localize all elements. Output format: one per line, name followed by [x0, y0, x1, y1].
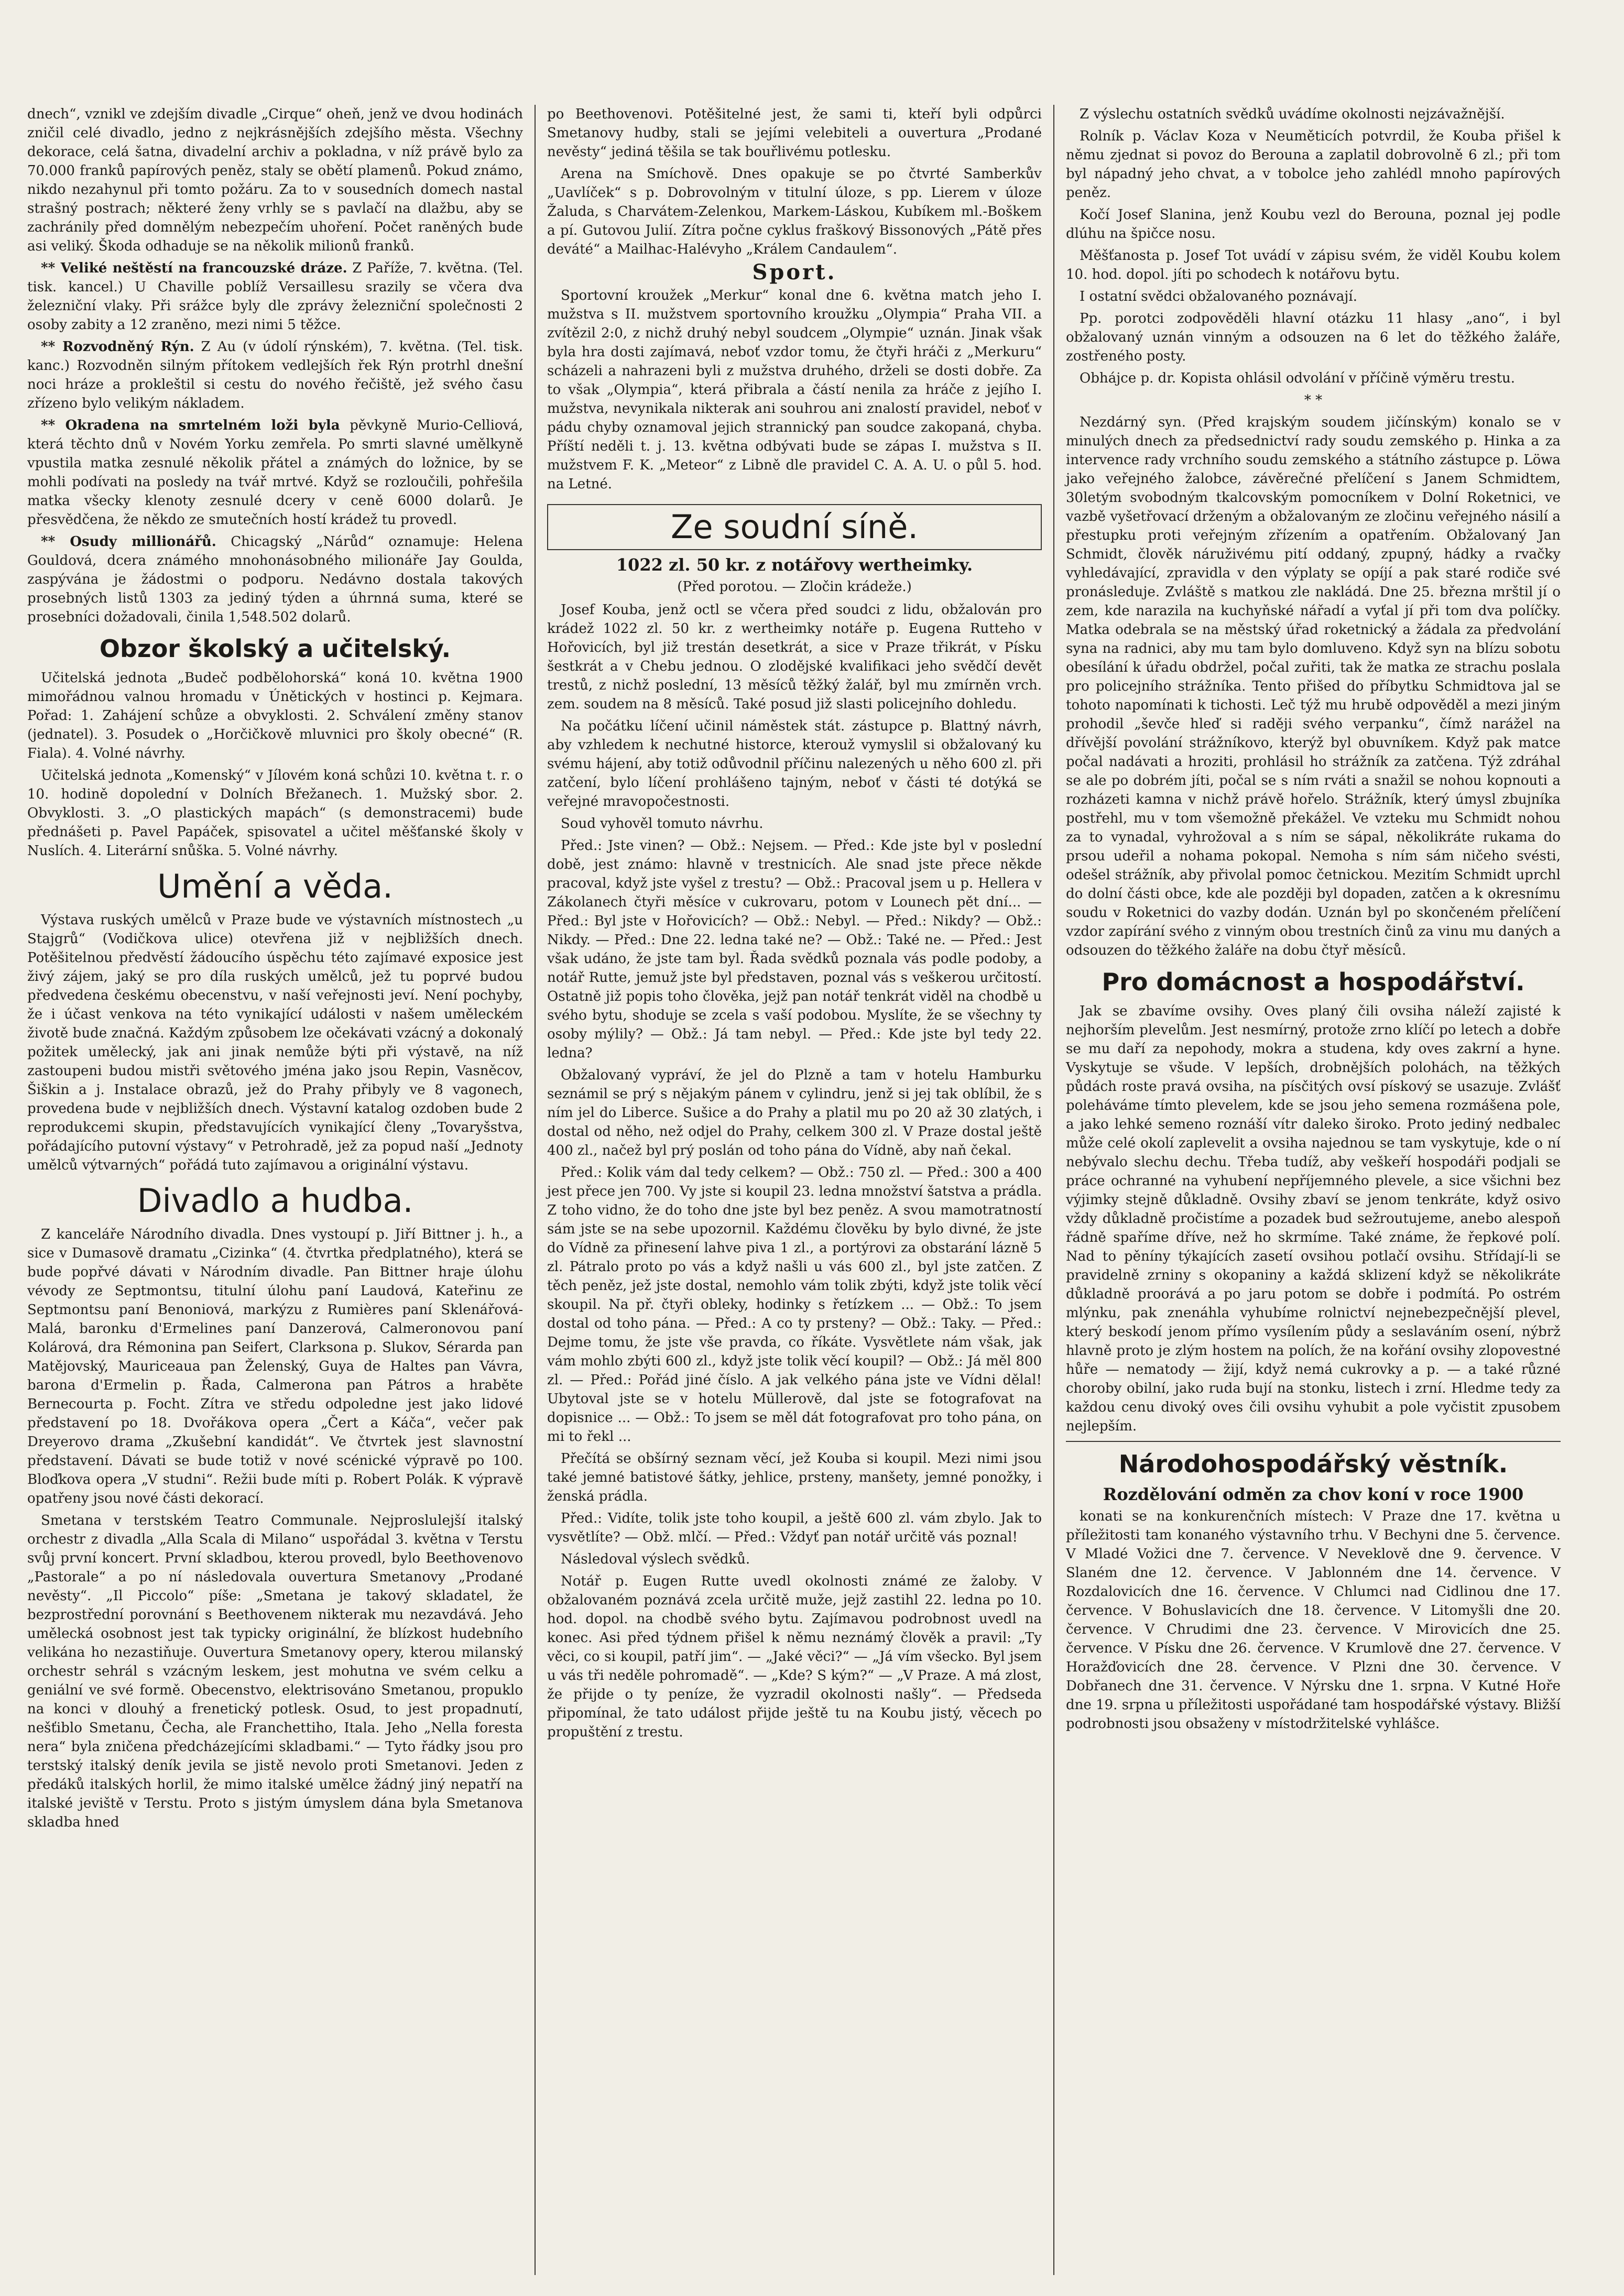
- column-1: [16, 105, 535, 2275]
- court-paragraph-1: Josef Kouba, jenž octl se včera před soudci z lidu, obžalován pro krádež 1022 zl. 50 kr. z wertheimky notáře p. Eugena Rutteho v Hořovicích, byl již trestán desetkrát, a sice v Praze třikrát, v Písku šestkrát a v Chebu jednou. O zlodějské kvalifikaci jeho svědčí devět trestů, z nichž poslední, 13 měsíců těžký žalář, byl mu zmírněn vrch. zem. soudem na 8 měsíců. Také posud již slasti policejního dohledu.: [547, 602, 1042, 712]
- lead-singer: ** Okradena na smrtelném loži byla: [41, 418, 340, 433]
- court-paragraph-5: Obžalovaný vypráví, že jel do Plzně a tam v hotelu Hamburku seznámil se prý s nějakým pánem v cylindru, jenž si jej tak oblíbil, že s ním jel do Liberce. Sušice a do Prahy a platil mu po 20 až 30 zlatých, i dostal od něho, než odjel do Prahy, celkem 300 zl. V Praze dostal ještě 400 zl., načež byl prý poslán od toho pána do Vídně, aby naň čekal.: [547, 1067, 1042, 1158]
- article-railway-accident: [27, 259, 523, 334]
- article-fire-cirque: dnech“, vznikl ve zdejším divadle „Cirque“ oheň, jenž ve dvou hodinách zničil celé divadlo, jedno z nejkrásnějších zdejšího města. Všechny dekorace, celá šatna, divadelní archiv a pokladna, v níž právě bylo za 70.000 franků papírových peněz, staly se obětí plamenů. Pokud známo, nikdo nezahynul při tomto požáru. Za to v sousedních domech nastal strašný postrach; některé ženy vrhly se s pavlačí na dlažbu, aby se zachránily před domnělým nebezpečím uhoření. Počet raněných bude asi veliký. Škoda odhaduje se na několik milionů franků.: [27, 106, 523, 254]
- court-title-box: [547, 504, 1042, 550]
- section-title-school: Obzor školský a učitelský.: [99, 635, 451, 663]
- court-paragraph-6: Před.: Kolik vám dal tedy celkem? — Obž.: 750 zl. — Před.: 300 a 400 jest přece jen 700. Vy jste si koupil 23. ledna množství šatstva a prádla. Z toho vidno, že do toho dne jste byl bez peněz. A svou mamotratností sám jste se na sebe upozornil. Každému člověku by bylo divné, že jste do Vídně za přinesení lahve piva 1 zl., a portýrovi za obstarání lázně 5 zl. Pátralo proto po vás a když našli u vás 600 zl., byl jste zatčen. Z těch peněz, jež jste dostal, nemohlo vám tolik zbýti, když jste tolik věcí skoupil. Na př. čtyři obleky, hodinky s řetízkem ... — Obž.: To jsem dostal od toho pána. — Před.: A co ty prsteny? — Obž.: Taky. — Před.: Dejme tomu, že jste vše pravda, co říkáte. Vysvětlete nám však, jak vám mohlo zbýti 600 zl., když jste tolik věcí koupil? — Obž.: Já měl 800 zl. — Před.: Pořád jiné číslo. A jak velkého pána jste ve Vídni dělal! Ubytoval jste se v hotelu Müllerově, dal jste se fotografovat na dopisnice ... — Obž.: To jsem se měl dát fotografovat pro toho pána, on mi to řekl ...: [547, 1165, 1042, 1445]
- court-paragraph-2: Na počátku líčení učinil náměstek stát. zástupce p. Blattný návrh, aby vzhledem k nechutné historce, kterouž vymyslil si obžalovaný ku svému hájení, aby totiž odůvodnil příčinu nalezených u něho 600 zl. při zatčení, bylo líčení prohlášeno tajným, neboť v části té dotýká se veřejné mravopočestnosti.: [547, 718, 1042, 810]
- text-millionaires: Chicagský „Nárůd“ oznamuje: Helena Gouldová, dcera známého mnohonásobného milionáře Jay Goulda, zaspývána je žádostmi o podporu. Nedávno dostala takových prosebných listů 1303 za jediný týden a úhrnná suma, které se prosebníci dožadovali, činila 1,548.502 dolarů.: [27, 534, 523, 625]
- lead-railway: ** Veliké neštěstí na francouzské dráze.: [41, 260, 347, 276]
- text-rhine: Z Au (v údolí rýnském), 7. května. (Tel. tisk. kanc.) Rozvodněn silným přítokem vedlejších řek Rýn protrhl dnešní noci hráze a prokleštil si cestu do nového řečiště, jež svého času zřízeno bylo velikým nákladem.: [27, 339, 524, 411]
- court-paragraph-8: Před.: Vidíte, tolik jste toho koupil, a ještě 600 zl. vám zbylo. Jak to vysvětlíte? — Obž. mlčí. — Před.: Vždyť pan notář určitě vás poznal!: [547, 1511, 1042, 1545]
- section-title-art: Umění a věda.: [157, 867, 393, 905]
- article-rhine-flood: [27, 337, 523, 413]
- court-cont-1: Z výslechu ostatních svědků uvádíme okolnosti nejzávažnější.: [1080, 106, 1505, 122]
- article-robbed-singer: [27, 416, 523, 529]
- economy-headline: Rozdělování odměn za chov koní v roce 1900: [1103, 1484, 1524, 1504]
- court-cont-4: Měšťanosta p. Josef Tot uvádí v zápisu svém, že viděl Koubu kolem 10. hod. dopol. jíti po schodech k notářovu bytu.: [1066, 248, 1561, 282]
- article-arena-smichov: Arena na Smíchově. Dnes opakuje se po čtvrté Samberkův „Uavlíček“ s p. Dobrovolným v titulní úloze, s pp. Lierem v úloze Žaluda, s Charvátem-Zelenkou, Markem-Láskou, Kubíkem ml.-Boškem a pí. Gutovou Julií. Zítra počne cyklus fraškový Bissonových „Pátě přes deváté“ a Mailhac-Halévyho „Králem Candaulem“.: [547, 166, 1042, 257]
- court-cont-7: Obhájce p. dr. Kopista ohlásil odvolání v příčině výměru trestu.: [1080, 370, 1516, 386]
- article-horse-awards: konati se na konkurenčních místech: V Praze dne 17. května u příležitosti tam konaného výstavního trhu. V Bechyni dne 5. července. V Mladé Vožici dne 7. července. V Neveklově dne 9. července. V Slaném dne 12. července. V Jablonném dne 14. července. V Rozdalovicích dne 16. července. V Chlumci nad Cidlinou dne 17. července. V Bohuslavicích dne 18. července. V Litomyšli dne 20. července. V Chrudimi dne 23. července. V Mirovicích dne 25. července. V Písku dne 26. července. V Krumlově dne 27. července. V Horažďovicích dne 28. července. V Plzni dne 30. července. V Dobřanech dne 31. července. V Nýrsku dne 1. srpna. V Kutné Hoře dne 19. srpna u příležitosti uspořádané tam hospodářské výstavy. Bližší podrobnosti jsou obsaženy v místodržitelské vyhlášce.: [1066, 1508, 1561, 1732]
- article-millionaires: [27, 532, 523, 627]
- lead-millionaires: ** Osudy millionářů.: [41, 534, 216, 550]
- divider: [1066, 1441, 1561, 1442]
- section-title-economy: Národohospodářský věstník.: [1118, 1450, 1508, 1478]
- separator-asterisks: * *: [1304, 392, 1323, 408]
- court-headline: 1022 zl. 50 kr. z notářovy wertheimky.: [616, 555, 973, 575]
- article-smetana-cont: po Beethovenovi. Potěšitelné jest, že sami ti, kteří byli odpůrci Smetanovy hudby, stali se jejími velebiteli a ouvertura „Prodané nevěsty“ jediná těšila se tak bouřlivému potlesku.: [547, 106, 1042, 160]
- section-title-household: Pro domácnost a hospodářství.: [1102, 968, 1525, 996]
- text-railway: Z Paříže, 7. května. (Tel. tisk. kancel.) U Chaville poblíž Versaillesu srazily se včera dva železniční vlaky. Při srážce byly dle zprávy železniční společnosti 2 osoby zabity a 12 zraněno, mezi nimi 5 těžce.: [27, 260, 523, 333]
- article-russian-exhibition: Výstava ruských umělců v Praze bude ve výstavních místnostech „u Stajgrů“ (Vodičkova ulice) otevřena již v nejbližších dnech. Potěšitelnou předvěstí žádoucího úspěchu této zajímavé exposice jest živý zájem, jaký se pro díla ruských umělců, jež tu poprvé budou předvedena českému obecenstvu, v naší veřejnosti jeví. Není pochyby, že i účast venkova na této vynikající události v našem uměleckém životě bude značná. Každým způsobem lze očekávati vzácný a dokonalý požitek umělecký, jak ani jinak nemůže býti při výstavě, na níž zastoupeni budou mistři světového jména jako jsou Repin, Vasněcov, Šiškin a j. Instalace obrazů, jež do Prahy přibyly ve 8 vagonech, provedena bude v nejbližších dnech. Výstavní katalog ozdoben bude 2 reprodukcemi skupin, představujících vynikající členy „Tovaryšstva, pořádajícího putovní výstavy“ v Petrohradě, jež za popud naší „Jednoty umělců výtvarných“ pořádá tuto zajímavou a originální výstavu.: [27, 912, 523, 1173]
- court-cont-6: Pp. porotci zodpověděli hlavní otázku 11 hlasy „ano“, i byl obžalovaný uznán vinným a odsouzen na 6 let do těžkého žaláře, zostřeného posty.: [1066, 311, 1561, 364]
- column-3: [1053, 105, 1572, 2275]
- article-wild-oat: Jak se zbavíme ovsihy. Oves planý čili ovsiha náleží zajisté k nejhorším plevelům. Jest nesmírný, protože zrno klíčí po letech a dobře se mu daří za nepohody, mokra a studena, kdy oves zakrní a hyne. Vyskytuje se všude. V lepších, drobnějších polohách, na těžkých půdách roste pravá ovsiha, na písčitých ovsí pískový se usazuje. Zvlášť poleháváme tímto plevelem, kde se jsou jeho semena rozmášena pole, a jako lehké semeno roznáší vítr daleko široko. Proto jediný nedbalec může celé okolí zaplevelit a ovsiha najednou se tam vyskytuje, kde o ní nebývalo slechu dechu. Třeba tudíž, aby veškeří hospodáři podjali se práce ochranné na vyhubení nepříjemného plevele, a sice všichni bez výjimky stejně důkladně. Ovsihy zbaví se jenom tenkráte, když osivo vždy důkladně pročistíme a pozadek bud sežroutujeme, anebo alespoň řádně spaříme dříve, než ho skrmíme. Také známe, že řepkové polí. Nad to pěníny týkajících zasetí ovsihou potlačí ovsihu. Střídají-li se pravidelně zrniny s okopaniny a každá sklizení když se několikráte důkladně proorává a po jaru potom se dobře i podmítá. Po ostrém mlýnku, pak znenáhla vyhubíme rolnictví nejnebezpečnější plevel, který beskodí jenom přímo vysílením půdy a seslaváním osení, nýbrž hlavně proto je zlým hostem na polích, že na kořání ovsihy zlopovestné hůře — nematody — žijí, když nemá cukrovky a p. — a také různé choroby obilní, jako ruda bují na stonku, listech i zrní. Hledme tedy za každou cenu divoký oves čili ovsihu vyhubit a pole vyčistit zpusobem nejlepším.: [1066, 1003, 1561, 1434]
- court-paragraph-7: Přečítá se obšírný seznam věcí, jež Kouba si koupil. Mezi nimi jsou také jemné batistové šátky, jehlice, prsteny, manšety, jemné ponožky, i ženská prádla.: [547, 1451, 1042, 1504]
- section-title-theatre: Divadlo a hudba.: [137, 1182, 413, 1220]
- court-paragraph-10: Notář p. Eugen Rutte uvedl okolnosti známé ze žaloby. V obžalovaném poznává zcela určitě muže, jejž zastihl 22. ledna po 10. hod. dopol. na chodbě svého bytu. Zajímavou podrobnost uvedl na konec. Asi před týdnem přišel k němu neznámý člověk a pravil: „Ty věci, co si koupil, patří jim“. — „Jaké věci?“ — „Já vím všecko. Byl jsem u vás tři neděle pohromadě“. — „Kde? S kým?“ — „V Praze. A má zlost, že přijde o ty peníze, že vyzradil okolnosti našly“. — Předseda připomínal, že tato událost přijde ještě tu na Koubu jistý, věcech po propuštění z trestu.: [547, 1573, 1042, 1740]
- court-cont-5: I ostatní svědci obžalovaného poznávají.: [1080, 289, 1357, 304]
- section-title-sport: Sport.: [752, 260, 837, 285]
- court-subhead: (Před porotou. — Zločin krádeže.): [677, 579, 912, 595]
- lead-rhine: ** Rozvodněný Rýn.: [41, 339, 194, 355]
- court-cont-2: Rolník p. Václav Koza v Neuměticích potvrdil, že Kouba přišel k němu zjednat si povoz do Berouna a zaplatil dobrovolně 6 zl.; při tom byl nápadný jeho chvat, a v tobolce jeho zahlédl mnoho papírových peněz.: [1066, 128, 1561, 201]
- article-budec: Učitelská jednota „Budeč podbělohorská“ koná 10. května 1900 mimořádnou valnou hromadu v Únětických v hostinci p. Kejmara. Pořad: 1. Zahájení schůze a obvyklosti. 2. Schválení změny stanov (jednatel). 3. Posudek o „Horčičkově mluvnici pro školy obecné“ (R. Fiala). 4. Volné návrhy.: [27, 670, 523, 761]
- article-merkur: Sportovní kroužek „Merkur“ konal dne 6. května match jeho I. mužstva s II. mužstvem sportovního kroužku „Olympia“ Praha VII. a zvítězil 2:0, z nichž druhý nebyl soudcem „Olympie“ uznán. Jinak však byla hra dosti zajímavá, neboť vzdor tomu, že čtyři hráči z „Merkuru“ scházeli a nahrazeni byli z mužstva druhého, drželi se dosti dobře. Za to však „Olympia“, která přibrala a částí nenila za hráče z jejího I. mužstva, nevynikala nikterak ani souhrou ani znalostí pravidel, neboť v pádu chyby oznamoval jejich strannický pan soudce zakopaná, chyba. Příští neděli t. j. 13. května odbývati bude se zápas I. mužstva s II. mužstvem F. K. „Meteor“ z Libně dle pravidel C. A. A. U. o půl 5. hod. na Letné.: [547, 288, 1042, 492]
- article-komensky: Učitelská jednota „Komenský“ v Jílovém koná schůzi 10. května t. r. o 10. hodině dopolední v Dolních Břežanech. 1. Mužský sbor. 2. Obvyklosti. 3. „O plastických mapách“ (s demonstracemi) bude přednášeti p. Pavel Papáček, spisovatel a učitel měšťanské školy v Nuslích. 4. Literární snůška. 5. Volné návrhy.: [27, 768, 523, 859]
- article-smetana-trieste: Smetana v terstském Teatro Communale. Nejproslulejší italský orchestr z divadla „Alla Scala di Milano“ uspořádal 3. května v Terstu svůj první koncert. První skladbou, kterou provedl, bylo Beethovenovo „Pastorale“ a po ní následovala ouvertura Smetanovy „Prodané nevěsty“. „Il Piccolo“ píše: „Smetana je takový skladatel, že bezprostřední porovnání s Beethovenem nikterak mu nezavdává. Jeho umělecká osobnost jest tak typicky originální, že blízkost hudebního velikána ho nezastiňuje. Ouvertura Smetanovy opery, kterou milanský orchestr sehrál s vzácným leskem, jest mohutna ve svém celku a geniální ve své formě. Obecenstvo, elektrisováno Smetanou, propuklo na konci v dlouhý a frenetický potlesk. Osud, to jest propadnutí, nešťiblo Smetanu, Čecha, ale Franchettiho, Itala. Jeho „Nella foresta nera“ byla zničena předcházejícími skladbami.“ — Tyto řádky jsou pro terstský italský deník jevila se jistě nevolo proti Smetanovi. Jeden z předáků italských horlil, že mimo italské umělce žádný jiný nepatří na italské jeviště v Terstu. Proto s jistým úmyslem dána byla Smetanova skladba hned: [27, 1513, 523, 1830]
- section-title-court: Ze soudní síně.: [670, 508, 919, 546]
- text-singer: pěvkyně Murio-Celliová, která těchto dnů v Novém Yorku zemřela. Po smrti slavné umělkyně vpustila matka zesnulé několik přátel a známých do ložnice, by se mohli podívati na posledy na tvář mrtvé. Když se rozloučili, pohřešila matka všecky klenoty zesnulé dcery v ceně 6000 dolarů. Je přesvědčena, že někdo ze smutečních hostí krádež tu provedl.: [27, 418, 523, 528]
- court-cont-3: Kočí Josef Slanina, jenž Koubu vezl do Berouna, poznal jej podle dlúhu na špičce nosu.: [1066, 207, 1561, 242]
- court-paragraph-4: Před.: Jste vinen? — Obž.: Nejsem. — Před.: Kde jste byl v poslední době, jest známo: hlavně v trestnicích. Ale snad jste přece někde pracoval, když jste vyšel z trestu? — Obž.: Pracoval jsem u p. Hellera v Zákolanech čtyři měsíce v cukrovaru, potom v Lounech pět dní... — Před.: Byl jste v Hořovicích? — Obž.: Nebyl. — Před.: Nikdy? — Obž.: Nikdy. — Před.: Dne 22. ledna také ne? — Obž.: Také ne. — Před.: Jest však udáno, že jste tam byl. Řada svědků poznala vás podle podoby, a notář Rutte, jemuž jste byl představen, poznal vás s veškerou určitostí. Ostatně již popis toho člověka, jejž pan notář tenkrát viděl na chodbě u svého bytu, shoduje se zcela s vaší podobou. Myslíte, že se všechny ty osoby mýlily? — Obž.: Já tam nebyl. — Před.: Kde jste byl tedy 22. ledna?: [547, 838, 1042, 1061]
- court-paragraph-9: Následoval výslech svědků.: [561, 1551, 750, 1567]
- court-paragraph-3: Soud vyhověl tomuto návrhu.: [561, 816, 764, 832]
- article-national-theatre: Z kanceláře Národního divadla. Dnes vystoupí p. Jiří Bittner j. h., a sice v Dumasově dramatu „Cizinka“ (4. čtvrtka předplatného), která se bude popřvé dávati v Národním divadle. Pan Bittner hraje úlohu vévody ze Septmontsu, titulní úlohu paní Laudová, Kateřinu ze Septmontsu paní Benoniová, markýzu z Rumières paní Sklenářová-Malá, baronku d'Ermelines paní Danzerová, Calmeronovou paní Kolárová, dra Rémonina pan Seifert, Clarksona p. Slukov, Sérarda pan Matějovský, Mauriceaua pan Želenský, Guya de Haltes pan Vávra, barona d'Ermelin p. Řada, Calmerona pan Pátros a hraběte Bernecourta p. Focht. Zítra ve středu odpoledne jest jako lidové představení po 18. Dvořákova opera „Čert a Káča“, večer pak Dreyerovo drama „Zkušební kandidát“. Ve čtvrtek jest slavnostní představení. Dávati se bude totiž v nové scénické výpravě po 100. Bloďkova opera „V studni“. Režii bude míti p. Robert Polák. K výpravě opatřeny jsou nové části dekorací.: [27, 1227, 523, 1506]
- article-unruly-son: Nezdárný syn. (Před krajským soudem jičínským) konalo se v minulých dnech za předsednictví rady soudu zemského p. Hinka a za intervence rady vrchního soudu zemského a státního zástupce p. Löwa jako veřejného žalobce, závěrečné přelíčení s Janem Schmidtem, 30letým svobodným tkalcovským pomocníkem v Dolní Roketnici, ve vazbě vyšetřovací drženým a obžalovaným ze zločinu veřejného násilí a přestupku proti veřejným zřízením a opatřením. Obžalovaný Jan Schmidt, člověk náruživému pití oddaný, zpupný, hádky a rvačky vyhledávající, zpravidla v den výplaty se opíjí a pak staré rodiče své pronásleduje. Zvláště s matkou zle nakládá. Dne 25. března mrštil jí o zem, kde narazila na kuchyňské nářadí a vyťal jí při tom dva políčky. Matka odebrala se na městský úřad roketnický a žádala za předvolání syna na radnici, aby mu tam bylo domluveno. Když syn na blízu sobotu obesílání k úřadu obdržel, počal zuřiti, tak že matka ze strachu poslala pro policejního strážníka. Tento přišed do příbytku Schmidtova jal se tohoto napomínati k tichosti. Leč týž mu hrubě odpověděl a mezi jiným prohodil „ševče hleď si raději svého verpanku“, čímž narážel na dřívější povolání strážníkovo, kterýž byl obuvníkem. Když pak matce počal nadávati a hroziti, prohlásil ho strážník za zatčena. Týž zdráhal se ale po dobrém jíti, počal se s ním rváti a snažil se nohou kopnouti a rozházeti kamna v nichž právě hořelo. Strážník, který úmysl zbujníka postřehl, mu v tom všemožně překážel. Ve vzteku mu Schmidt nohou za to vynadal, vyhrožoval a s ním se sápal, několikráte rukama do prsou udeřil a nohama pokopal. Nemoha s ním sám ničeho svésti, odešel strážník, aby přivolal pomoc četnickou. Mezitím Schmidt uprchl do dolní části obce, kde ale později byl dopaden, zatčen a k okresnímu soudu v Roketnici do vazby dodán. Uznán byl po skončeném přelíčení vzdor zapírání svého z vinným obou trestních činů za vinu mu daných a odsouzen do těžkého žaláře na dobu čtyř měsíců.: [1066, 414, 1561, 958]
- column-2: [535, 105, 1053, 2275]
